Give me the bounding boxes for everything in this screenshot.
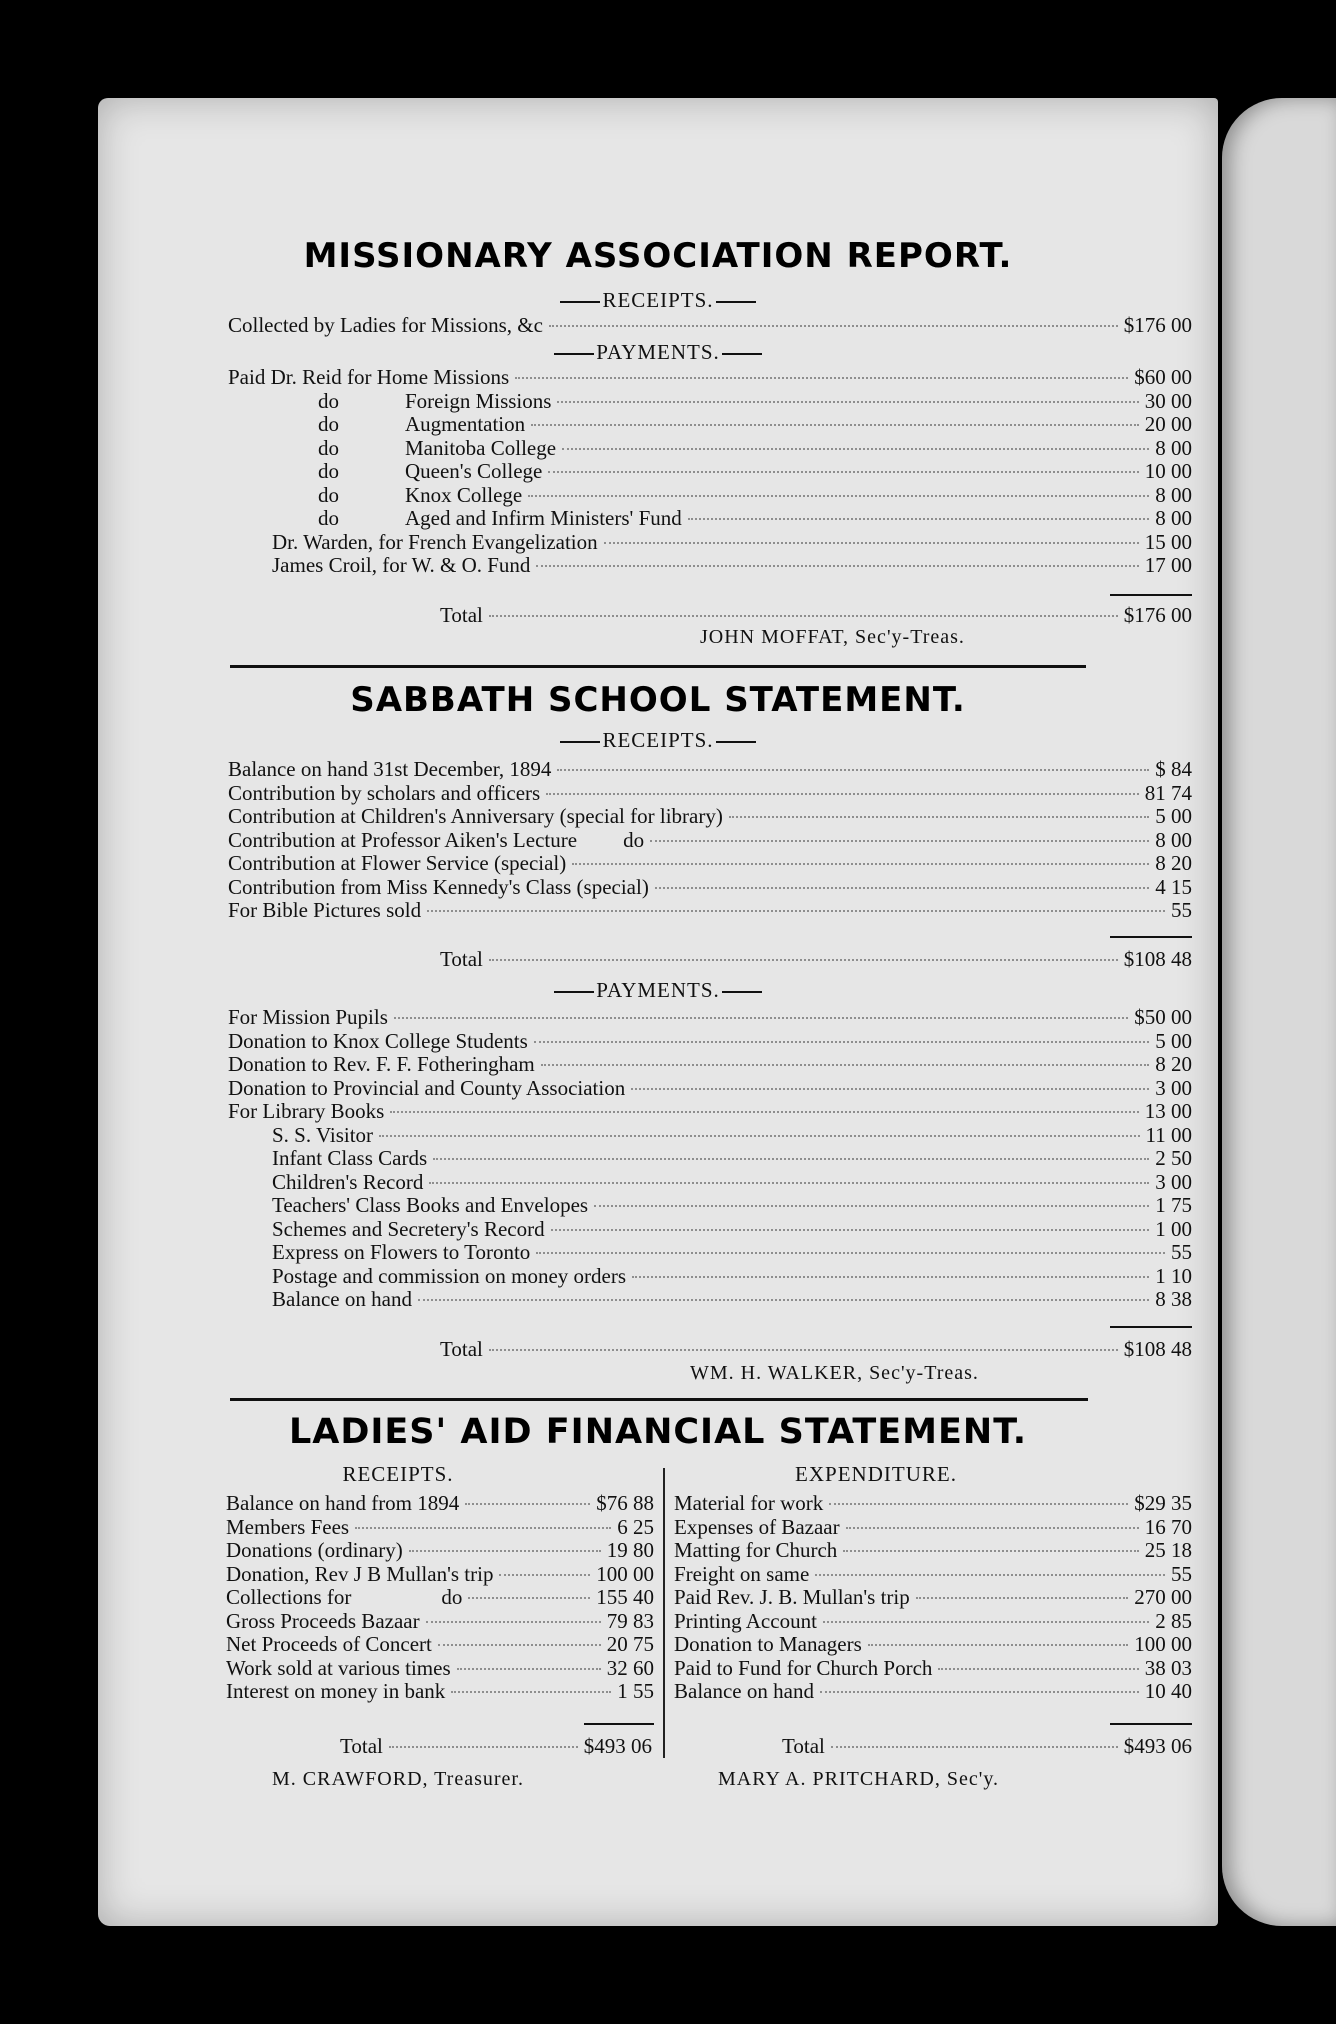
item-label: Balance on hand 31st December, 1894 [228, 757, 552, 781]
list-item [674, 1539, 1192, 1562]
item-amount: 19 80 [606, 1538, 654, 1562]
ladies-receipts-total-rule [584, 1723, 654, 1725]
missionary-payments-heading: PAYMENTS. [596, 340, 720, 364]
list-item [228, 758, 1192, 781]
item-label: Donation to Provincial and County Association [228, 1075, 626, 1100]
item-amount: 81 74 [1144, 780, 1192, 805]
item-label: For Mission Pupils [228, 1005, 388, 1029]
sabbath-receipts-heading: RECEIPTS. [602, 728, 714, 752]
item-description: Manitoba College [405, 435, 557, 460]
item-amount: 6 25 [617, 1514, 654, 1539]
item-amount: 5 00 [1155, 1028, 1192, 1053]
sabbath-payments-total-label: Total [440, 1337, 483, 1361]
list-item [228, 1218, 1192, 1241]
item-label: Contribution at Children's Anniversary (special for library) [228, 804, 723, 828]
item-amount: 2 85 [1155, 1608, 1192, 1633]
item-label: Contribution from Miss Kennedy's Class (special) [228, 874, 649, 899]
item-label: For Bible Pictures sold [228, 898, 422, 922]
item-amount: 3 00 [1155, 1075, 1192, 1100]
list-item [674, 1610, 1192, 1633]
item-label: Dr. Warden, for French Evangelization [272, 529, 598, 554]
item-amount: 38 03 [1144, 1655, 1192, 1680]
item-label: Contribution by scholars and officers [228, 780, 541, 805]
list-item [226, 1680, 654, 1703]
list-item [228, 314, 1192, 337]
list-item [674, 1680, 1192, 1703]
item-amount: 79 83 [606, 1608, 654, 1633]
ditto-mark: do [623, 827, 645, 852]
list-item [226, 1610, 654, 1633]
item-label: Balance on hand [674, 1679, 814, 1703]
item-amount: 1 75 [1155, 1193, 1192, 1217]
sabbath-payments-heading: PAYMENTS. [596, 978, 720, 1002]
sabbath-receipts-total-amount: $108 48 [1123, 947, 1192, 971]
item-amount: 1 00 [1155, 1216, 1192, 1241]
list-item [228, 1241, 1192, 1264]
item-amount: 10 00 [1144, 459, 1192, 483]
list-item [674, 1516, 1192, 1539]
item-label: Balance on hand [272, 1287, 412, 1311]
item-amount: $76 88 [596, 1491, 654, 1515]
list-item [228, 852, 1192, 875]
list-item [228, 805, 1192, 828]
item-label: Material for work [674, 1491, 824, 1515]
list-item [228, 1030, 1192, 1053]
missionary-title: MISSIONARY ASSOCIATION REPORT. [303, 236, 1013, 276]
list-item [228, 1006, 1192, 1029]
item-amount: 270 00 [1134, 1585, 1192, 1609]
item-amount: $176 00 [1123, 313, 1192, 337]
item-amount: $50 00 [1134, 1005, 1192, 1029]
item-label: Printing Account [674, 1608, 817, 1633]
ladies-receipts-total-label: Total [340, 1734, 383, 1758]
item-label: Expenses of Bazaar [674, 1514, 840, 1539]
item-label: Donations (ordinary) [226, 1538, 403, 1562]
item-label: Donation to Managers [674, 1632, 862, 1656]
ladies-receipts-heading: RECEIPTS. [342, 1462, 454, 1486]
item-amount: 8 20 [1155, 851, 1192, 875]
list-item [228, 1288, 1192, 1311]
item-amount: 10 40 [1144, 1679, 1192, 1703]
sabbath-payments-total-rule [1110, 1326, 1192, 1328]
list-item [674, 1633, 1192, 1656]
item-amount: 2 50 [1155, 1146, 1192, 1170]
missionary-signature: JOHN MOFFAT, Sec'y-Treas. [700, 626, 965, 648]
item-label: S. S. Visitor [272, 1122, 374, 1147]
item-description: Augmentation [405, 412, 526, 436]
item-label: Paid to Fund for Church Porch [674, 1655, 933, 1680]
item-label: Postage and commission on money orders [272, 1263, 627, 1288]
item-amount: 16 70 [1144, 1514, 1192, 1539]
ladies-receipts-total-row [340, 1735, 652, 1758]
list-item [228, 1265, 1192, 1288]
item-amount: 1 10 [1155, 1263, 1192, 1288]
list-item [674, 1657, 1192, 1680]
item-label: For Library Books [228, 1099, 385, 1123]
list-item [228, 1100, 1192, 1123]
section-divider [230, 665, 1086, 668]
ladies-treasurer-signature: M. CRAWFORD, Treasurer. [272, 1768, 524, 1790]
ladies-expenditure-total-label: Total [782, 1734, 825, 1758]
list-item [228, 829, 1192, 852]
item-amount: 55 [1171, 1561, 1192, 1586]
item-label: Infant Class Cards [272, 1146, 428, 1170]
item-amount: 30 00 [1144, 388, 1192, 413]
section-divider [230, 1398, 1088, 1401]
item-amount: 8 00 [1155, 506, 1192, 530]
missionary-receipts-heading: RECEIPTS. [602, 288, 714, 312]
list-item [228, 554, 1192, 577]
list-item [228, 876, 1192, 899]
item-label: Net Proceeds of Concert [226, 1632, 432, 1656]
sabbath-receipts-total-label: Total [440, 947, 483, 971]
list-item [226, 1563, 654, 1586]
item-amount: $ 84 [1155, 757, 1192, 781]
item-amount: 8 00 [1155, 435, 1192, 460]
list-item [228, 507, 1192, 530]
item-amount: 1 55 [617, 1679, 654, 1703]
item-amount: 20 75 [606, 1632, 654, 1656]
item-amount: 5 00 [1155, 804, 1192, 828]
list-item [228, 1077, 1192, 1100]
item-amount: 155 40 [596, 1585, 654, 1609]
missionary-total-label: Total [440, 603, 483, 627]
item-amount: 32 60 [606, 1655, 654, 1680]
item-label: Contribution at Flower Service (special) [228, 851, 567, 875]
item-amount: 8 00 [1155, 827, 1192, 852]
item-label: Gross Proceeds Bazaar [226, 1608, 420, 1633]
missionary-receipts-heading-row [98, 288, 1218, 313]
item-description: Knox College [405, 482, 523, 507]
item-label: Children's Record [272, 1169, 424, 1194]
item-label: Collected by Ladies for Missions, &c [228, 313, 543, 337]
item-label: Express on Flowers to Toronto [272, 1240, 531, 1264]
missionary-payments-heading-row [98, 340, 1218, 365]
ladies-receipts-total-amount: $493 06 [583, 1734, 652, 1758]
item-label: James Croil, for W. & O. Fund [272, 553, 531, 577]
list-item [228, 460, 1192, 483]
ladies-expenditure-total-row [782, 1735, 1192, 1758]
missionary-total-row [440, 604, 1192, 627]
item-label: Freight on same [674, 1561, 810, 1586]
list-item [228, 413, 1192, 436]
list-item [228, 531, 1192, 554]
list-item [674, 1492, 1192, 1515]
item-label: Matting for Church [674, 1538, 838, 1562]
item-label: do [318, 506, 339, 530]
sabbath-receipts-total-rule [1110, 936, 1192, 938]
item-description: Foreign Missions [405, 388, 552, 413]
item-amount: 4 15 [1155, 874, 1192, 899]
item-amount: $60 00 [1134, 365, 1192, 389]
item-label: Members Fees [226, 1514, 350, 1539]
list-item [228, 1053, 1192, 1076]
item-label: Contribution at Professor Aiken's Lecture [228, 827, 578, 852]
list-item [228, 437, 1192, 460]
list-item [228, 1147, 1192, 1170]
sabbath-receipts-heading-row [98, 728, 1218, 753]
ditto-mark: do [441, 1585, 463, 1609]
item-label: Teachers' Class Books and Envelopes [272, 1193, 589, 1217]
item-amount: 55 [1171, 898, 1192, 922]
item-description: Queen's College [405, 459, 543, 483]
list-item [226, 1516, 654, 1539]
ladies-secretary-signature: MARY A. PRITCHARD, Sec'y. [718, 1768, 1000, 1790]
item-label: do [318, 388, 339, 413]
sabbath-signature: WM. H. WALKER, Sec'y-Treas. [690, 1362, 979, 1384]
item-amount: 3 00 [1155, 1169, 1192, 1194]
document-page [98, 98, 1218, 1926]
item-label: do [318, 482, 339, 507]
item-description: Aged and Infirm Ministers' Fund [405, 506, 682, 530]
item-label: Donation to Knox College Students [228, 1028, 528, 1053]
column-divider [663, 1468, 665, 1758]
item-amount: 8 20 [1155, 1052, 1192, 1076]
item-label: do [318, 435, 339, 460]
item-label: Schemes and Secretery's Record [272, 1216, 545, 1241]
item-amount: 15 00 [1144, 529, 1192, 554]
item-label: Collections for [226, 1585, 352, 1609]
sabbath-payments-total-row [440, 1338, 1192, 1361]
ladies-expenditure-heading: EXPENDITURE. [795, 1462, 957, 1486]
missionary-total-rule [1110, 594, 1192, 596]
item-label: Paid Dr. Reid for Home Missions [228, 365, 510, 389]
list-item [228, 1194, 1192, 1217]
list-item [228, 390, 1192, 413]
list-item [228, 366, 1192, 389]
item-label: do [318, 412, 339, 436]
list-item [228, 1171, 1192, 1194]
item-amount: $29 35 [1134, 1491, 1192, 1515]
item-label: Donation to Rev. F. F. Fotheringham [228, 1052, 535, 1076]
item-amount: 8 00 [1155, 482, 1192, 507]
item-amount: 13 00 [1144, 1099, 1192, 1123]
ladies-title: LADIES' AID FINANCIAL STATEMENT. [288, 1412, 1028, 1452]
sabbath-payments-total-amount: $108 48 [1123, 1337, 1192, 1361]
item-amount: 100 00 [596, 1561, 654, 1586]
item-amount: 55 [1171, 1240, 1192, 1264]
item-label: Work sold at various times [226, 1655, 451, 1680]
list-item [228, 899, 1192, 922]
list-item [228, 782, 1192, 805]
item-label: Balance on hand from 1894 [226, 1491, 460, 1515]
list-item [226, 1586, 654, 1609]
list-item [226, 1539, 654, 1562]
list-item [228, 1124, 1192, 1147]
list-item [674, 1586, 1192, 1609]
sabbath-payments-heading-row [98, 978, 1218, 1003]
item-amount: 100 00 [1134, 1632, 1192, 1656]
missionary-total-amount: $176 00 [1123, 603, 1192, 627]
sabbath-receipts-total-row [440, 948, 1192, 971]
item-label: do [318, 459, 339, 483]
item-label: Paid Rev. J. B. Mullan's trip [674, 1585, 910, 1609]
list-item [228, 484, 1192, 507]
list-item [674, 1563, 1192, 1586]
item-label: Donation, Rev J B Mullan's trip [226, 1561, 494, 1586]
item-amount: 20 00 [1144, 412, 1192, 436]
list-item [226, 1633, 654, 1656]
item-label: Interest on money in bank [226, 1679, 446, 1703]
ladies-expenditure-total-rule [1110, 1723, 1192, 1725]
item-amount: 11 00 [1145, 1122, 1192, 1147]
adjacent-page-edge [1222, 98, 1336, 1926]
item-amount: 8 38 [1155, 1287, 1192, 1311]
list-item [226, 1657, 654, 1680]
item-amount: 25 18 [1144, 1538, 1192, 1562]
sabbath-title: SABBATH SCHOOL STATEMENT. [350, 680, 966, 720]
item-amount: 17 00 [1144, 553, 1192, 577]
ladies-expenditure-total-amount: $493 06 [1123, 1734, 1192, 1758]
list-item [226, 1492, 654, 1515]
